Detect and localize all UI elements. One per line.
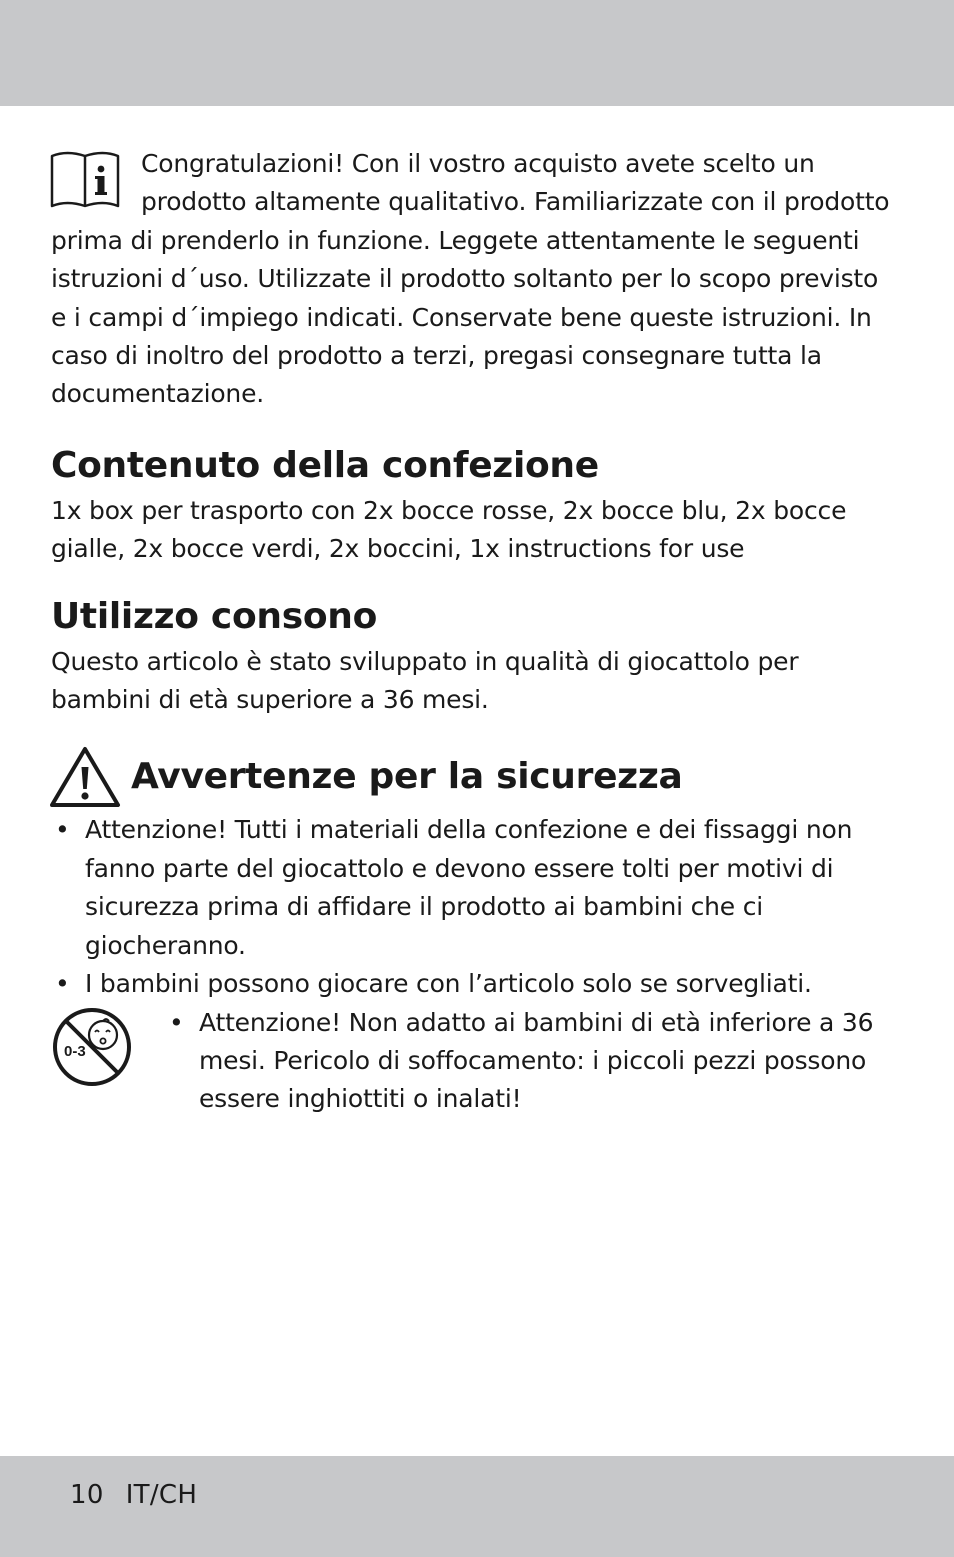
header-band: [0, 0, 954, 106]
safety-heading: [51, 745, 901, 809]
contenuto-text: 1x box per trasporto con 2x bocce rosse, 2x bocce blu, 2x bocce gialle, 2x bocce verdi, 2x boccini, 1x instructions for use: [51, 495, 847, 564]
page-number: 10: [70, 1480, 104, 1510]
section-title-contenuto: Contenuto della confezione: [51, 444, 599, 486]
intro-section: [51, 145, 901, 414]
page-content: [51, 145, 901, 1119]
age-warning-row: [51, 1004, 901, 1119]
section-title-sicurezza: Avvertenze per la sicurezza: [131, 756, 683, 798]
not-for-under-3-icon: [51, 1006, 133, 1088]
locale-label: IT/CH: [125, 1480, 198, 1510]
section-title-utilizzo: Utilizzo consono: [51, 595, 378, 637]
page-footer: [70, 1480, 219, 1510]
list-item: • Attenzione! Tutti i materiali della confezione e dei fissaggi non fanno parte del giocattolo e devono essere tolti per motivi di sicurezza prima di affidare il prodotto ai bambini che ci giocheranno.: [51, 811, 901, 965]
age-label: 0-3: [64, 1042, 86, 1060]
age-warning-list: [165, 1004, 901, 1119]
utilizzo-text: Questo articolo è stato sviluppato in qualità di giocattolo per bambini di età superiore a 36 mesi.: [51, 646, 799, 715]
safety-list: [51, 811, 901, 1003]
info-book-icon: [49, 150, 121, 212]
intro-text: Congratulazioni! Con il vostro acquisto avete scelto un prodotto altamente qualitativo. Familiarizzate con il prodotto prima di prenderlo in funzione. Leggete attentamente le seguenti istruzioni d´uso. Utilizzate il prodotto soltanto per lo scopo previsto e i campi d´impiego indicati. Conservate bene queste istruzioni. In caso di inoltro del prodotto a terzi, pregasi consegnare tutta la documentazione.: [51, 149, 890, 409]
list-item: • Attenzione! Non adatto ai bambini di età inferiore a 36 mesi. Pericolo di soffocamento: i piccoli pezzi possono essere inghiottiti o inalati!: [165, 1004, 901, 1119]
warning-triangle-icon: [49, 745, 121, 809]
list-item: • I bambini possono giocare con l’articolo solo se sorvegliati.: [51, 965, 901, 1003]
